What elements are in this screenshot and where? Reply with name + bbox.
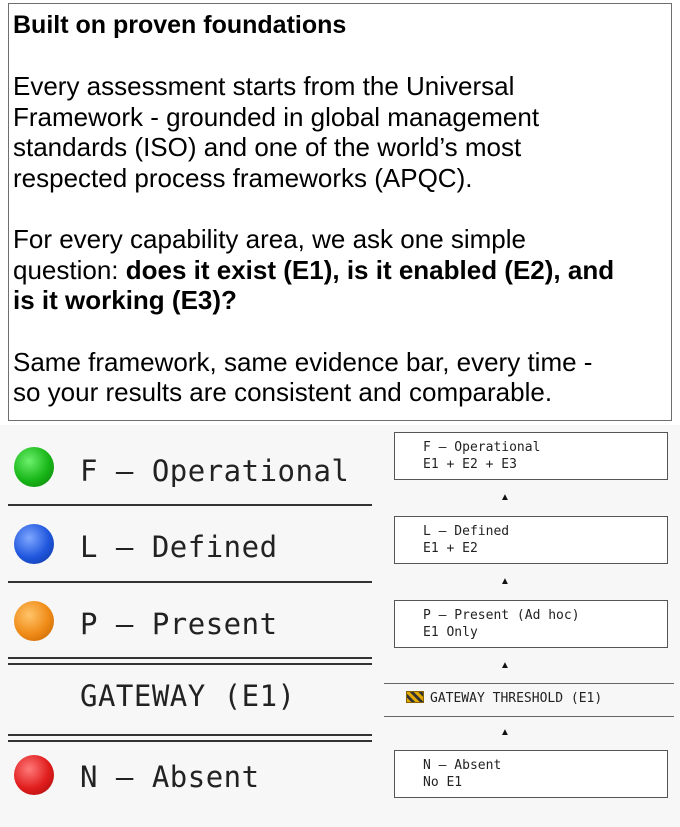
legend-row-absent	[0, 743, 390, 803]
gateway-line-top	[384, 683, 674, 684]
divider	[8, 581, 372, 583]
level-box-operational	[394, 432, 668, 480]
p3-line: so your results are consistent and comparable.	[13, 377, 553, 407]
up-arrow-icon: ▲	[500, 660, 510, 671]
intro-paragraph-2	[13, 224, 665, 316]
divider	[8, 504, 372, 506]
p1-line: standards (ISO) and one of the world’s most	[13, 132, 522, 162]
level-name: P – Present (Ad hoc)	[423, 608, 580, 623]
level-evidence: E1 Only	[423, 625, 478, 640]
p1-line: Framework - grounded in global management	[13, 101, 540, 132]
level-box-absent	[394, 750, 668, 798]
up-arrow-icon: ▲	[500, 492, 510, 503]
p2-line: question:	[13, 254, 126, 285]
double-divider	[8, 657, 372, 665]
legend-row-present	[0, 590, 390, 650]
intro-paragraph-1	[13, 71, 665, 193]
up-arrow-icon: ▲	[500, 727, 510, 738]
legend-label: N – Absent	[80, 760, 260, 794]
blue-dot-icon	[14, 524, 54, 564]
p2-bold: is it working (E3)?	[13, 285, 237, 315]
gateway-threshold-label: GATEWAY THRESHOLD (E1)	[430, 691, 603, 706]
legend-label: F – Operational	[80, 454, 350, 488]
level-evidence: E1 + E2	[423, 541, 478, 556]
legend-label: L – Defined	[80, 530, 278, 564]
p2-bold: does it exist (E1), is it enabled (E2), and	[125, 254, 615, 285]
gateway-threshold	[406, 691, 602, 706]
intro-title: Built on proven foundations	[13, 11, 347, 39]
orange-dot-icon	[14, 601, 54, 641]
p3-line: Same framework, same evidence bar, every time -	[13, 346, 593, 377]
level-name: L – Defined	[423, 524, 510, 539]
maturity-diagram	[0, 425, 680, 827]
barrier-icon	[406, 691, 424, 703]
legend-label: GATEWAY (E1)	[80, 679, 296, 713]
p2-line: For every capability area, we ask one simple	[13, 224, 527, 254]
level-box-present	[394, 600, 668, 648]
level-name: N – Absent	[423, 758, 502, 773]
p1-line: Every assessment starts from the Universal	[13, 71, 515, 101]
level-evidence: No E1	[423, 775, 463, 790]
green-dot-icon	[14, 447, 54, 487]
legend-row-gateway	[0, 669, 390, 729]
intro-text-box	[8, 3, 672, 421]
legend-row-operational	[0, 435, 390, 495]
legend-row-defined	[0, 513, 390, 573]
p1-line: respected process frameworks (APQC).	[13, 162, 473, 193]
level-box-defined	[394, 516, 668, 564]
level-evidence: E1 + E2 + E3	[423, 457, 517, 472]
up-arrow-icon: ▲	[500, 576, 510, 587]
intro-paragraph-3	[13, 347, 665, 408]
level-name: F – Operational	[423, 440, 541, 455]
legend-label: P – Present	[80, 607, 278, 641]
double-divider	[8, 734, 372, 742]
red-dot-icon	[14, 755, 54, 795]
gateway-line-bottom	[384, 716, 674, 717]
